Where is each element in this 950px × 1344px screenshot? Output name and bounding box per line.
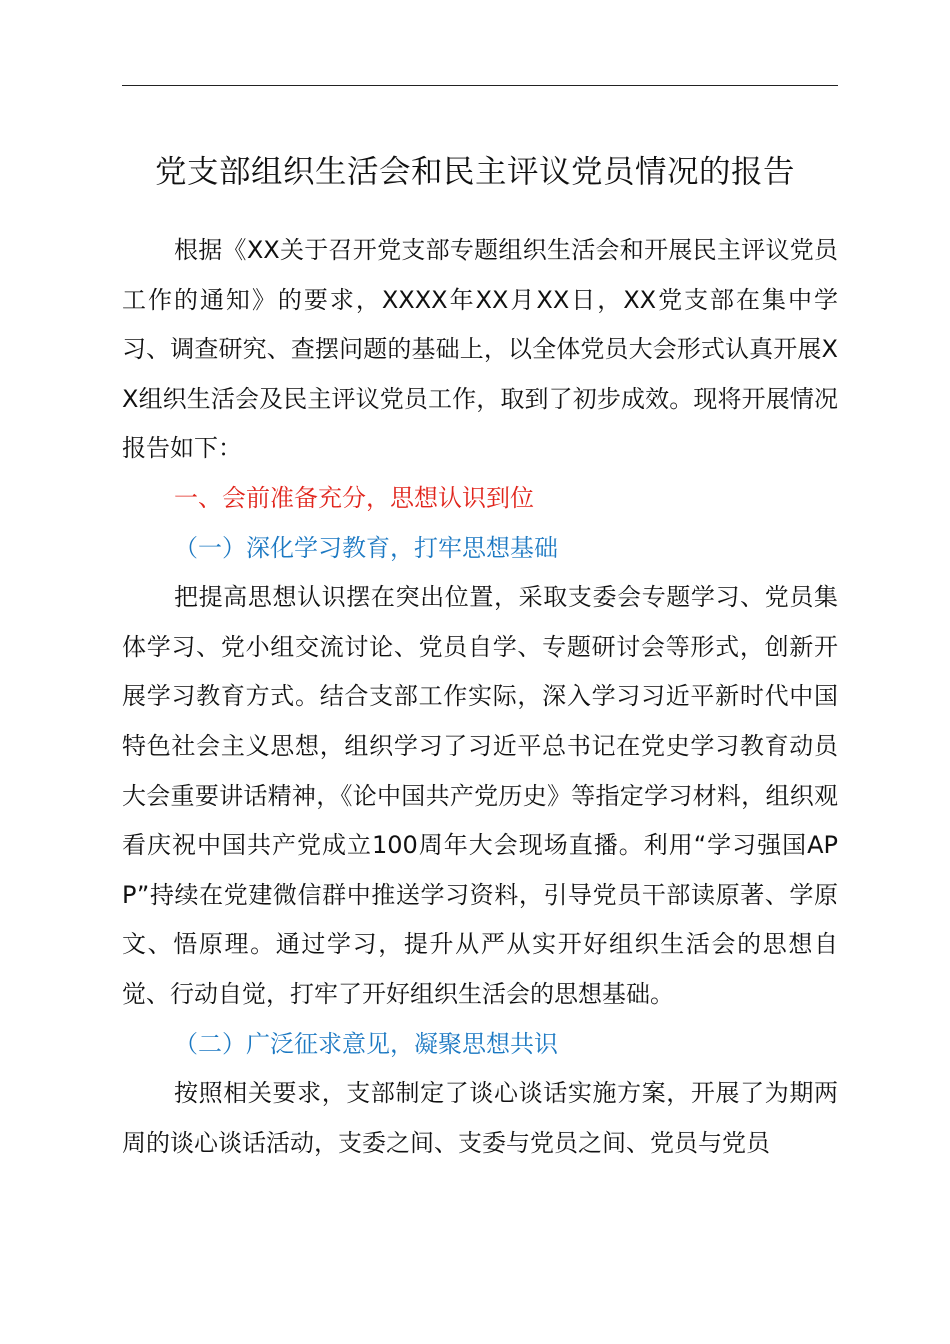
document-body [122, 226, 838, 1168]
section-1-heading: 一、会前准备充分，思想认识到位 [174, 483, 534, 512]
header-rule [122, 85, 838, 86]
subsection-1-heading: （一）深化学习教育，打牢思想基础 [174, 533, 558, 562]
subsection-2-paragraph: 按照相关要求，支部制定了谈心谈话实施方案，开展了为期两周的谈心谈话活动，支委之间、支委与党员之间、党员与党员 [122, 1079, 838, 1157]
document-title: 党支部组织生活会和民主评议党员情况的报告 [154, 154, 795, 190]
subsection-2-heading: （二）广泛征求意见，凝聚思想共识 [174, 1029, 558, 1058]
subsection-1-paragraph: 把提高思想认识摆在突出位置，采取支委会专题学习、党员集体学习、党小组交流讨论、党员自学、专题研讨会等形式，创新开展学习教育方式。结合支部工作实际，深入学习习近平新时代中国特色社会主义思想，组织学习了习近平总书记在党史学习教育动员大会重要讲话精神，《论中国共产党历史》等指定学习材料，组织观看庆祝中国共产党成立100周年大会现场直播。利用“学习强国APP”持续在党建微信群中推送学习资料，引导党员干部读原著、学原文、悟原理。通过学习，提升从严从实开好组织生活会的思想自觉、行动自觉，打牢了开好组织生活会的思想基础。 [122, 583, 838, 1008]
intro-paragraph: 根据《XX关于召开党支部专题组织生活会和开展民主评议党员工作的通知》的要求，XXXX年XX月XX日，XX党支部在集中学习、调查研究、查摆问题的基础上，以全体党员大会形式认真开展XX组织生活会及民主评议党员工作，取到了初步成效。现将开展情况报告如下： [122, 236, 838, 463]
